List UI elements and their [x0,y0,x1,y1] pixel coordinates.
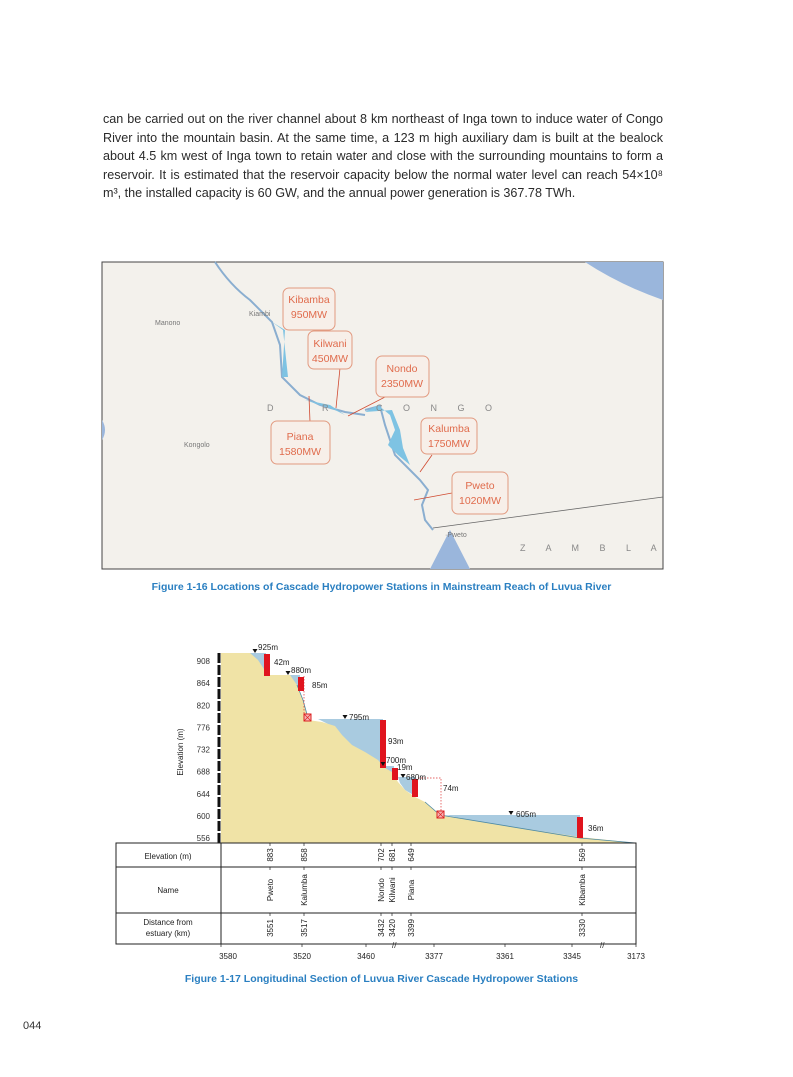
station-distance: 3432 [377,919,386,937]
head-label: 36m [588,824,604,833]
country-r: R [322,403,338,413]
x-tick-label: 3580 [219,952,237,961]
map-figure [102,262,666,569]
svg-text://: // [600,941,605,950]
country-d: D [267,403,283,413]
x-tick-label: 3361 [496,952,514,961]
head-label: 74m [443,784,459,793]
terrain [221,653,636,843]
svg-text:Nondo: Nondo [386,363,418,375]
body-paragraph: can be carried out on the river channel about 8 km northeast of Inga town to induce water of Congo River into the mountain basin. At the same time, a 123 m high auxiliary dam is built at the bealock about 4.5 km west of Inga town to retain water and close with the surrounding mountains to form a reservoir. It is estimated that the reservoir capacity below the normal water level can reach 54×10⁸ m³, the installed capacity is 60 GW, and the annual power generation is 367.78 TWh. [103,112,663,201]
station-distance: 3420 [388,919,397,937]
station-label-nondo [376,356,429,397]
y-tick-label: 732 [196,745,210,755]
station-name: Kilwani [388,877,397,903]
place-kongolo: Kongolo [184,442,210,449]
station-name: Piana [407,879,416,901]
country-congo: C O N G O [376,403,502,413]
svg-text:2350MW: 2350MW [380,378,424,390]
station-label-kalumba [421,418,477,454]
row-header-distance-2: estuary (km) [145,929,191,938]
svg-text:Piana: Piana [286,431,314,443]
station-name: Nondo [377,878,386,902]
level-label: 605m [516,810,537,819]
head-label: 93m [388,737,404,746]
head-label: 85m [312,681,328,690]
y-tick-label: 688 [196,767,210,777]
y-tick-label: 820 [196,701,210,711]
station-name: Kalumba [300,874,309,906]
y-tick-label: 864 [196,679,210,689]
svg-text:Pweto: Pweto [465,480,495,492]
station-distance: 3517 [300,919,309,937]
place-pweto: ·Pweto [445,532,467,539]
y-axis-label: Elevation (m) [176,728,185,776]
station-elevation: 883 [266,848,275,862]
station-elevation: 681 [388,848,397,862]
water-level-marker [509,811,514,815]
x-tick-label: 3345 [563,952,581,961]
water-level-marker [253,649,258,653]
level-label: 880m [291,666,312,675]
station-distance: 3330 [578,919,587,937]
svg-text:Kibamba: Kibamba [288,294,330,306]
place-kiambi: Kiambi [249,311,271,318]
station-distance: 3399 [407,919,416,937]
map-caption: Figure 1-16 Locations of Cascade Hydropower Stations in Mainstream Reach of Luvua River [151,581,612,593]
profile-chart [116,643,645,961]
y-tick-label: 776 [196,723,210,733]
y-tick-label: 556 [196,834,210,843]
level-label: 680m [406,773,427,782]
station-name: Pweto [266,878,275,902]
svg-text:1020MW: 1020MW [458,495,502,507]
station-label-piana [271,421,330,464]
station-elevation: 569 [578,848,587,862]
station-elevation: 858 [300,848,309,862]
x-tick-label: 3173 [627,952,645,961]
row-header-distance: Distance from [143,918,193,927]
tunnel-outlet-2 [437,811,444,818]
level-label: 925m [258,643,279,652]
row-header-elevation: Elevation (m) [144,852,192,861]
y-tick-label: 644 [196,789,210,799]
svg-text:Kilwani: Kilwani [313,338,347,350]
dam-bar-pweto [264,654,270,676]
svg-text:450MW: 450MW [311,353,349,365]
station-label-pweto [452,472,508,514]
station-label-kilwani [308,331,352,369]
page-number: 044 [23,1020,42,1032]
station-elevation: 702 [377,848,386,862]
place-manono: Manono [155,320,181,327]
head-label: 19m [397,763,413,772]
level-label: 700m [386,756,407,765]
svg-text:Kalumba: Kalumba [428,423,470,435]
x-tick-label: 3520 [293,952,311,961]
station-label-kibamba [283,288,335,330]
svg-text:1750MW: 1750MW [427,438,471,450]
x-tick-label: 3460 [357,952,375,961]
water-level-marker [343,715,348,719]
y-tick-label: 600 [196,811,210,821]
dam-bar-kibamba [577,817,583,838]
svg-text:1580MW: 1580MW [278,446,322,458]
head-label: 42m [274,658,290,667]
country-zambia: Z A M B L A [520,543,666,553]
y-tick-label: 908 [196,657,210,666]
water-level-marker [286,671,291,675]
chart-caption: Figure 1-17 Longitudinal Section of Luvua River Cascade Hydropower Stations [184,973,579,985]
station-elevation: 649 [407,848,416,862]
svg-text:950MW: 950MW [290,309,328,321]
level-label: 795m [349,713,370,722]
row-header-name: Name [157,886,179,895]
tunnel-outlet-1 [304,714,311,721]
x-tick-label: 3377 [425,952,443,961]
station-distance: 3551 [266,919,275,937]
svg-text://: // [392,941,397,950]
station-name: Kibamba [578,874,587,906]
dam-bar-kalumba [298,677,304,691]
